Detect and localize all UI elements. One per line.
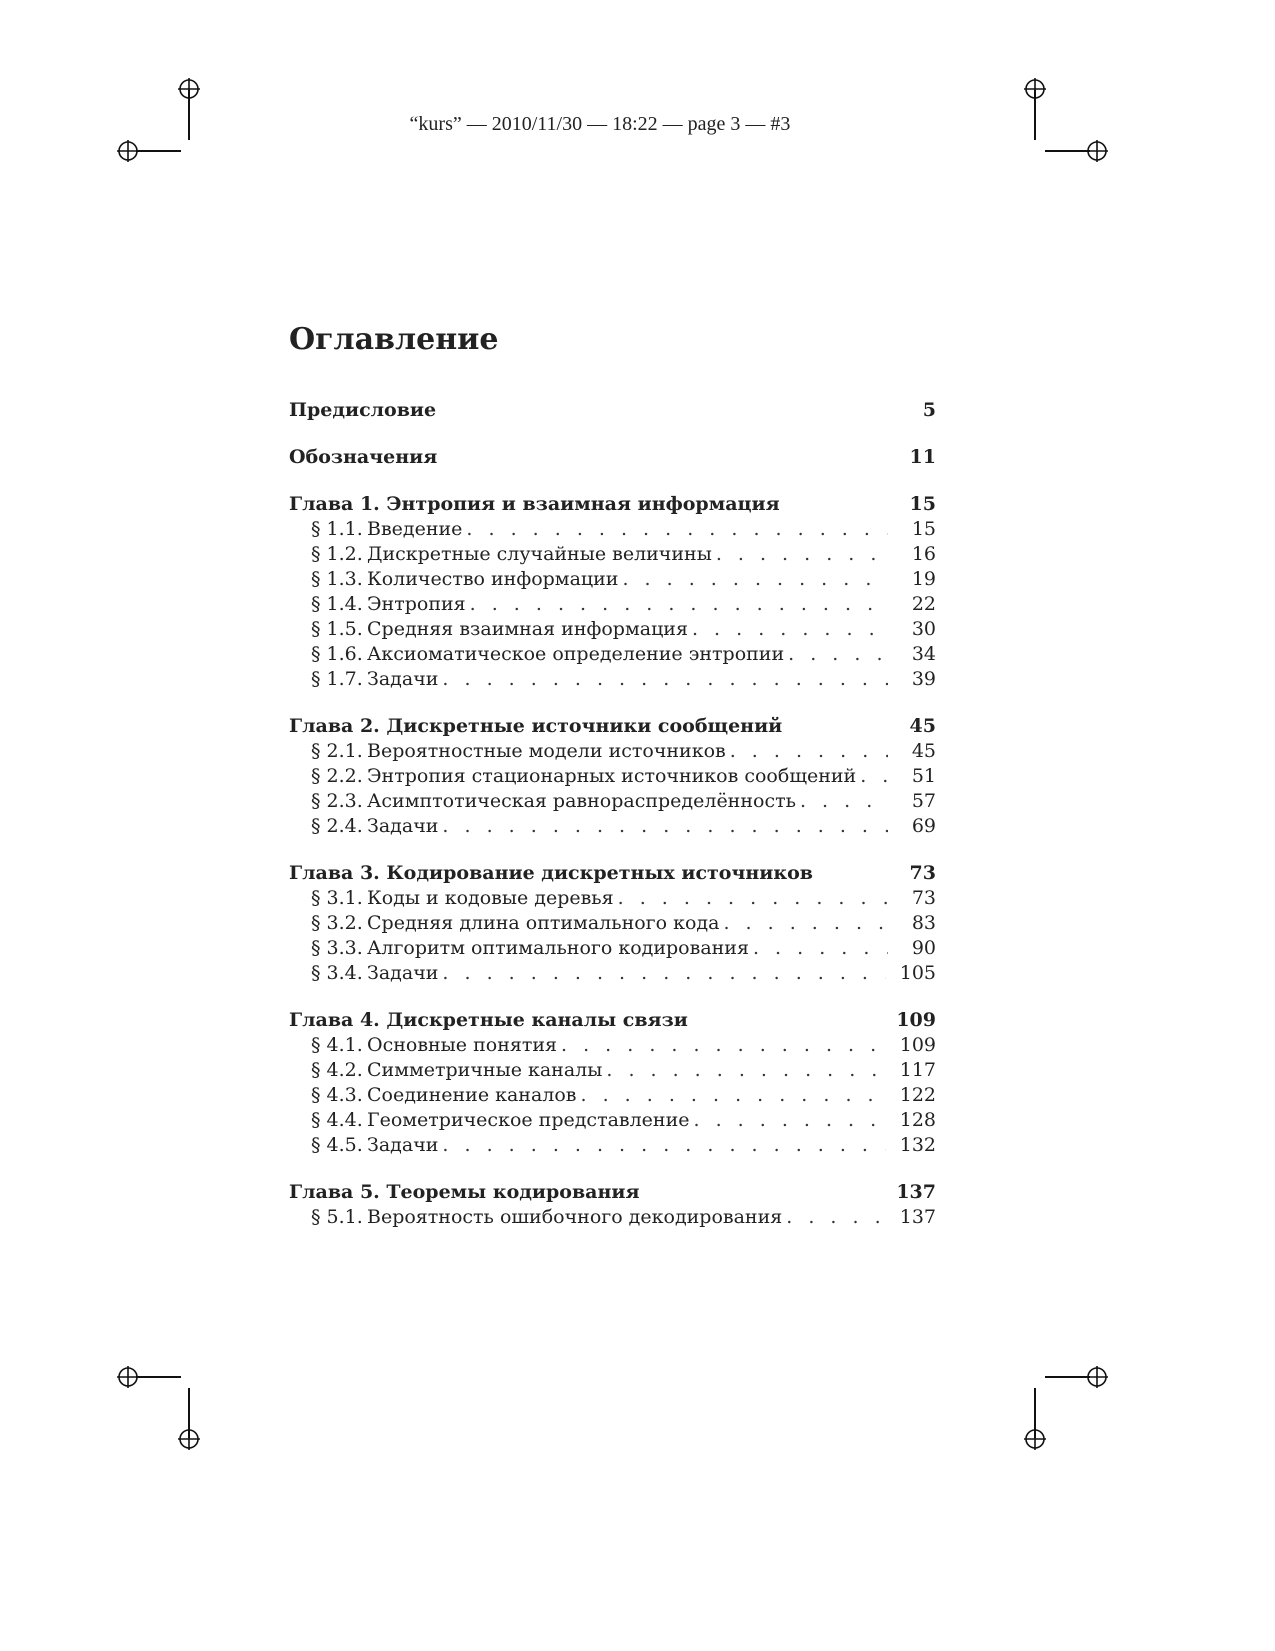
chapter-title: Глава 3. Кодирование дискретных источников	[289, 862, 813, 884]
toc-section[interactable]	[289, 1133, 936, 1158]
toc-entry-title: Предисловие	[289, 399, 437, 421]
section-page: 122	[899, 1084, 936, 1106]
registration-mark-icon	[117, 140, 139, 162]
toc-section[interactable]	[289, 667, 936, 692]
section-page: 22	[911, 593, 936, 615]
section-number: § 4.5.	[311, 1134, 363, 1156]
section-title: Основные понятия	[367, 1034, 557, 1056]
section-number: § 2.4.	[311, 815, 363, 837]
toc-entry-page: 5	[922, 399, 936, 421]
chapter-heading[interactable]	[289, 1180, 936, 1205]
section-title: Средняя длина оптимального кода	[367, 912, 720, 934]
registration-mark-icon	[1024, 1428, 1046, 1450]
toc-chapter-1	[289, 492, 936, 692]
toc-section[interactable]	[289, 936, 936, 961]
section-title: Задачи	[367, 668, 439, 690]
section-number: § 4.3.	[311, 1084, 363, 1106]
toc-section[interactable]	[289, 739, 936, 764]
dot-leader	[442, 667, 888, 692]
section-page: 57	[911, 790, 936, 812]
dot-leader	[442, 961, 885, 986]
section-page: 117	[899, 1059, 936, 1081]
registration-mark-icon	[117, 1366, 139, 1388]
section-title: Вероятность ошибочного декодирования	[367, 1206, 783, 1228]
toc-section[interactable]	[289, 1108, 936, 1133]
section-title: Дискретные случайные величины	[367, 543, 712, 565]
section-number: § 1.5.	[311, 618, 363, 640]
section-title: Алгоритм оптимального кодирования	[367, 937, 749, 959]
section-page: 39	[911, 668, 936, 690]
section-title: Задачи	[367, 962, 439, 984]
section-title: Количество информации	[367, 568, 619, 590]
section-number: § 2.3.	[311, 790, 363, 812]
section-page: 34	[911, 643, 936, 665]
toc-section[interactable]	[289, 886, 936, 911]
table-of-contents	[289, 398, 936, 1252]
chapter-page: 45	[909, 715, 936, 737]
section-number: § 1.7.	[311, 668, 363, 690]
section-number: § 2.2.	[311, 765, 363, 787]
section-title: Задачи	[367, 815, 439, 837]
section-number: § 1.6.	[311, 643, 363, 665]
toc-entry-notation[interactable]	[289, 445, 936, 470]
chapter-page: 137	[896, 1181, 936, 1203]
chapter-title: Глава 5. Теоремы кодирования	[289, 1181, 640, 1203]
section-number: § 3.3.	[311, 937, 363, 959]
dot-leader	[470, 592, 888, 617]
section-number: § 4.1.	[311, 1034, 363, 1056]
chapter-heading[interactable]	[289, 1008, 936, 1033]
toc-section[interactable]	[289, 642, 936, 667]
section-number: § 1.1.	[311, 518, 363, 540]
section-title: Задачи	[367, 1134, 439, 1156]
dot-leader	[800, 789, 888, 814]
toc-section[interactable]	[289, 567, 936, 592]
section-page: 128	[899, 1109, 936, 1131]
section-page: 132	[899, 1134, 936, 1156]
chapter-title: Глава 2. Дискретные источники сообщений	[289, 715, 783, 737]
toc-section[interactable]	[289, 911, 936, 936]
toc-chapter-2	[289, 714, 936, 839]
section-page: 69	[911, 815, 936, 837]
dot-leader	[606, 1058, 885, 1083]
section-page: 15	[911, 518, 936, 540]
chapter-heading[interactable]	[289, 714, 936, 739]
section-page: 105	[899, 962, 936, 984]
toc-section[interactable]	[289, 1083, 936, 1108]
section-page: 16	[911, 543, 936, 565]
dot-leader	[788, 642, 888, 667]
dot-leader	[442, 1133, 885, 1158]
section-number: § 2.1.	[311, 740, 363, 762]
section-page: 30	[911, 618, 936, 640]
section-title: Вероятностные модели источников	[367, 740, 726, 762]
section-number: § 4.4.	[311, 1109, 363, 1131]
chapter-page: 15	[909, 493, 936, 515]
toc-section[interactable]	[289, 789, 936, 814]
section-page: 137	[899, 1206, 936, 1228]
toc-section[interactable]	[289, 592, 936, 617]
dot-leader	[466, 517, 888, 542]
toc-chapter-4	[289, 1008, 936, 1158]
section-title: Энтропия	[367, 593, 466, 615]
section-number: § 1.3.	[311, 568, 363, 590]
registration-mark-icon	[1086, 140, 1108, 162]
dot-leader	[694, 1108, 886, 1133]
registration-mark-icon	[1086, 1366, 1108, 1388]
section-title: Аксиоматическое определение энтропии	[367, 643, 785, 665]
toc-entry-page: 11	[909, 446, 936, 468]
toc-section[interactable]	[289, 517, 936, 542]
chapter-title: Глава 1. Энтропия и взаимная информация	[289, 493, 780, 515]
dot-leader	[753, 936, 888, 961]
chapter-heading[interactable]	[289, 861, 936, 886]
chapter-title: Глава 4. Дискретные каналы связи	[289, 1009, 688, 1031]
section-page: 109	[899, 1034, 936, 1056]
section-page: 90	[911, 937, 936, 959]
toc-chapter-3	[289, 861, 936, 986]
dot-leader	[723, 911, 888, 936]
section-title: Введение	[367, 518, 463, 540]
toc-section[interactable]	[289, 961, 936, 986]
dot-leader	[581, 1083, 886, 1108]
section-page: 45	[911, 740, 936, 762]
section-number: § 1.4.	[311, 593, 363, 615]
section-title: Асимптотическая равнораспределённость	[367, 790, 796, 812]
toc-section[interactable]	[289, 1058, 936, 1083]
section-page: 51	[911, 765, 936, 787]
toc-section[interactable]	[289, 1033, 936, 1058]
page-title: Оглавление	[289, 322, 499, 357]
section-number: § 3.2.	[311, 912, 363, 934]
section-number: § 1.2.	[311, 543, 363, 565]
section-number: § 5.1.	[311, 1206, 363, 1228]
section-page: 73	[911, 887, 936, 909]
section-title: Симметричные каналы	[367, 1059, 603, 1081]
chapter-page: 109	[896, 1009, 936, 1031]
dot-leader	[786, 1205, 885, 1230]
toc-section[interactable]	[289, 814, 936, 839]
toc-entry-title: Обозначения	[289, 446, 438, 468]
registration-mark-icon	[178, 1428, 200, 1450]
section-number: § 4.2.	[311, 1059, 363, 1081]
page-header: “kurs” — 2010/11/30 — 18:22 — page 3 — #3	[409, 113, 791, 135]
toc-chapter-5	[289, 1180, 936, 1230]
toc-section[interactable]	[289, 542, 936, 567]
toc-section[interactable]	[289, 1205, 936, 1230]
dot-leader	[442, 814, 888, 839]
toc-entry-preface[interactable]	[289, 398, 936, 423]
chapter-heading[interactable]	[289, 492, 936, 517]
section-title: Соединение каналов	[367, 1084, 577, 1106]
dot-leader	[692, 617, 888, 642]
section-page: 83	[911, 912, 936, 934]
toc-section[interactable]	[289, 617, 936, 642]
section-title: Средняя взаимная информация	[367, 618, 688, 640]
dot-leader	[622, 567, 888, 592]
dot-leader	[561, 1033, 886, 1058]
section-title: Коды и кодовые деревья	[367, 887, 614, 909]
dot-leader	[730, 739, 888, 764]
dot-leader	[860, 764, 888, 789]
section-title: Энтропия стационарных источников сообщений	[367, 765, 857, 787]
registration-mark-icon	[1024, 78, 1046, 100]
section-number: § 3.1.	[311, 887, 363, 909]
registration-mark-icon	[178, 78, 200, 100]
toc-section[interactable]	[289, 764, 936, 789]
section-page: 19	[911, 568, 936, 590]
chapter-page: 73	[909, 862, 936, 884]
dot-leader	[716, 542, 888, 567]
dot-leader	[618, 886, 888, 911]
section-number: § 3.4.	[311, 962, 363, 984]
section-title: Геометрическое представление	[367, 1109, 690, 1131]
